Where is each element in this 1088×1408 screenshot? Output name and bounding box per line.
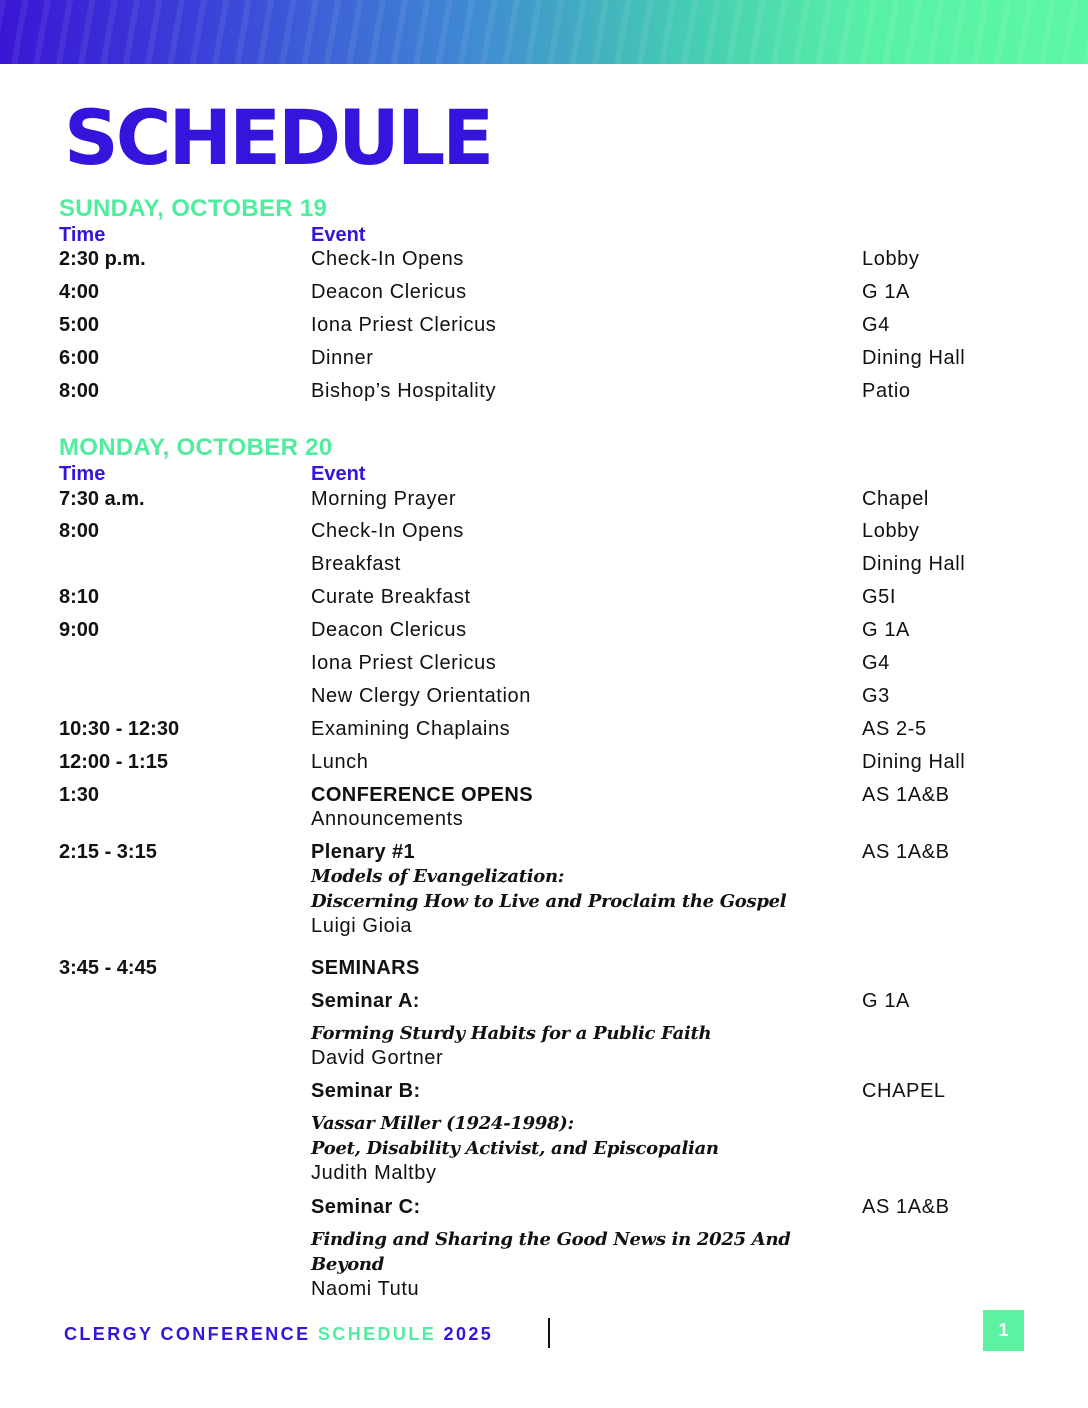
row-event: Check-In Opens [311, 248, 464, 270]
sunday-time-header: Time [59, 224, 106, 246]
plenary-speaker: Luigi Gioia [311, 915, 413, 937]
row-location: AS 2-5 [862, 718, 927, 740]
row-event: Check-In Opens [311, 520, 464, 542]
row-location: Lobby [862, 520, 920, 542]
plenary-title: Plenary #1 [311, 841, 416, 863]
seminar-a-topic: Forming Sturdy Habits for a Public Faith [311, 1023, 712, 1044]
seminar-a-speaker: David Gortner [311, 1047, 444, 1069]
row-location: G 1A [862, 619, 910, 641]
row-event: Iona Priest Clericus [311, 314, 497, 336]
row-event [311, 783, 851, 831]
monday-heading: MONDAY, OCTOBER 20 [59, 434, 333, 461]
sunday-event-header: Event [311, 224, 366, 246]
row-event: Deacon Clericus [311, 619, 467, 641]
row-time: 8:10 [59, 586, 100, 608]
row-event [311, 840, 851, 938]
row-time: 4:00 [59, 281, 100, 303]
row-time: 7:30 a.m. [59, 488, 145, 510]
row-event: Morning Prayer [311, 488, 457, 510]
seminar-c-speaker: Naomi Tutu [311, 1278, 420, 1300]
row-event: Iona Priest Clericus [311, 652, 497, 674]
monday-event-header: Event [311, 463, 366, 485]
footer-title [64, 1324, 493, 1344]
sunday-heading: SUNDAY, OCTOBER 19 [59, 195, 328, 222]
seminar-a-location: G 1A [862, 990, 910, 1012]
seminar-c-label: Seminar C: [311, 1196, 421, 1218]
row-time: 3:45 - 4:45 [59, 957, 157, 979]
footer-part-2: SCHEDULE [317, 1324, 437, 1344]
announcements-text: Announcements [311, 808, 464, 830]
row-location: Patio [862, 380, 911, 402]
seminar-c-topic: Finding and Sharing the Good News in 2025 And Beyond [311, 1229, 791, 1275]
header-gradient-banner [0, 0, 1088, 64]
row-location: Lobby [862, 248, 920, 270]
plenary-topic-line-1: Models of Evangelization: [311, 866, 565, 887]
page-number: 1 [983, 1310, 1024, 1351]
seminar-a-label: Seminar A: [311, 990, 420, 1012]
seminar-a-details [311, 989, 851, 1070]
row-time: 12:00 - 1:15 [59, 751, 168, 773]
row-location: G5I [862, 586, 897, 608]
page-title: SCHEDULE [64, 93, 492, 182]
row-event: Examining Chaplains [311, 718, 511, 740]
seminars-title: SEMINARS [311, 957, 420, 979]
row-time: 10:30 - 12:30 [59, 718, 180, 740]
row-time: 8:00 [59, 520, 100, 542]
row-event: New Clergy Orientation [311, 685, 531, 707]
seminar-b-speaker: Judith Maltby [311, 1162, 437, 1184]
row-time: 5:00 [59, 314, 100, 336]
row-location: G4 [862, 652, 890, 674]
row-event: Deacon Clericus [311, 281, 467, 303]
seminar-b-label: Seminar B: [311, 1080, 421, 1102]
row-location: G3 [862, 685, 890, 707]
seminar-c-location: AS 1A&B [862, 1196, 950, 1218]
row-time: 9:00 [59, 619, 100, 641]
row-location: AS 1A&B [862, 784, 950, 806]
seminar-c-details [311, 1195, 851, 1301]
row-event [311, 956, 851, 980]
monday-time-header: Time [59, 463, 106, 485]
row-location: AS 1A&B [862, 841, 950, 863]
row-time: 2:30 p.m. [59, 248, 146, 270]
row-event: Curate Breakfast [311, 586, 471, 608]
row-location: G 1A [862, 281, 910, 303]
seminar-b-topic-line-1: Vassar Miller (1924-1998): [311, 1113, 574, 1134]
plenary-topic-line-2: Discerning How to Live and Proclaim the Gospel [311, 891, 787, 912]
seminar-b-details [311, 1079, 851, 1185]
row-location: Chapel [862, 488, 929, 510]
conference-opens-title: CONFERENCE OPENS [311, 784, 533, 806]
row-event: Breakfast [311, 553, 401, 575]
row-location: Dining Hall [862, 751, 966, 773]
row-location: Dining Hall [862, 347, 966, 369]
row-event: Lunch [311, 751, 369, 773]
row-location: G4 [862, 314, 890, 336]
row-time: 1:30 [59, 784, 100, 806]
seminar-b-location: CHAPEL [862, 1080, 946, 1102]
row-time: 8:00 [59, 380, 100, 402]
footer-part-3: 2025 [443, 1324, 494, 1344]
footer-part-1: CLERGY CONFERENCE [64, 1324, 311, 1344]
row-location: Dining Hall [862, 553, 966, 575]
seminar-b-topic-line-2: Poet, Disability Activist, and Episcopalian [311, 1138, 719, 1159]
row-event: Dinner [311, 347, 374, 369]
row-time: 2:15 - 3:15 [59, 841, 157, 863]
row-time: 6:00 [59, 347, 100, 369]
footer-divider [548, 1318, 550, 1348]
row-event: Bishop’s Hospitality [311, 380, 497, 402]
